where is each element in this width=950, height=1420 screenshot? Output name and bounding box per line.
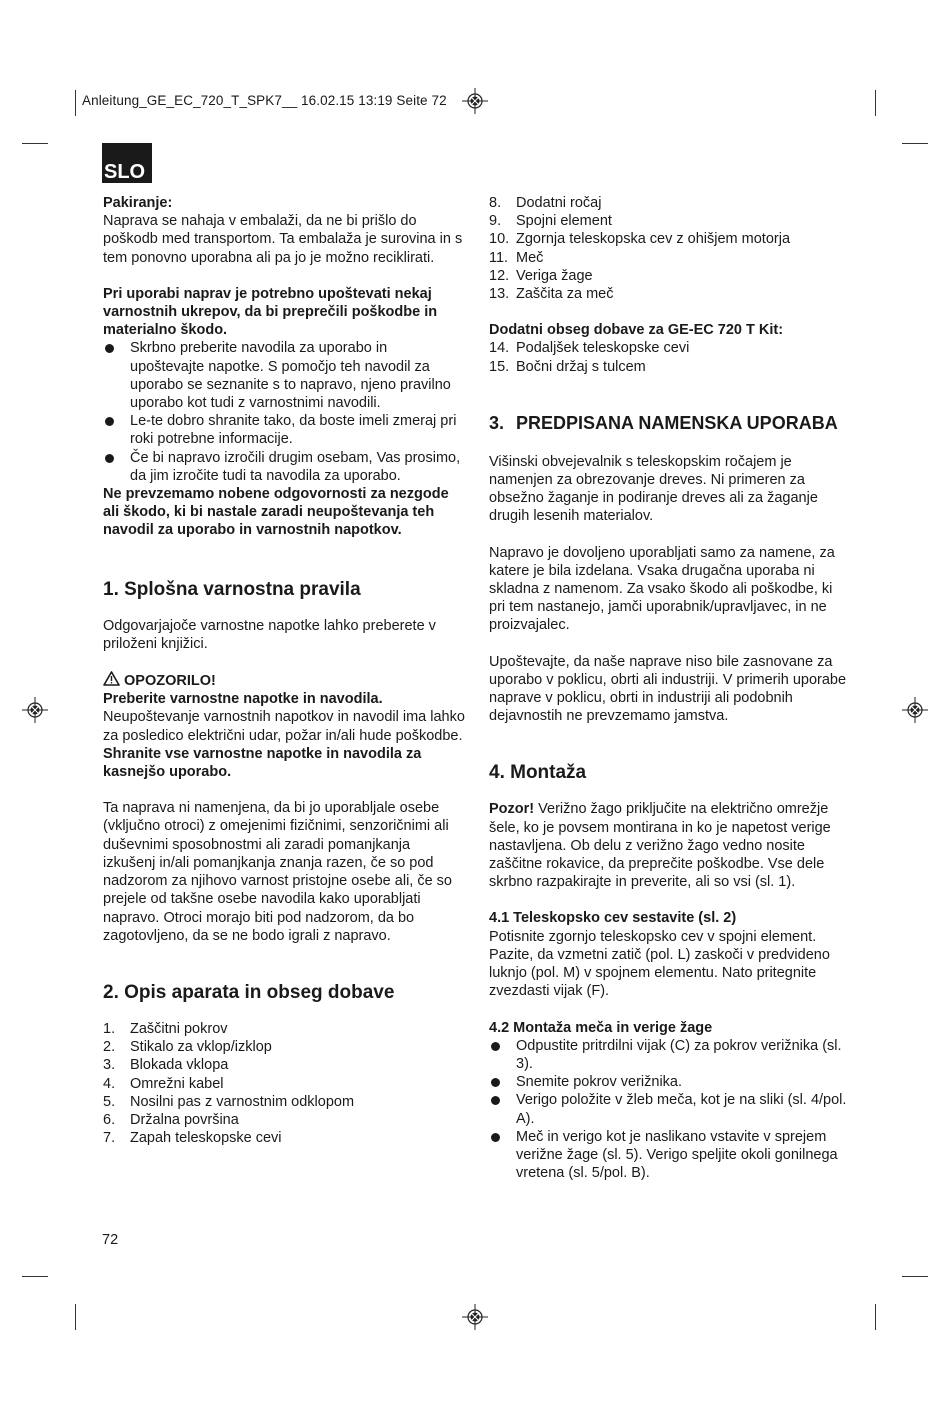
section-1-text: Odgovarjajoče varnostne napotke lahko preberete v priloženi knjižici. (103, 617, 436, 652)
registration-mark-icon (462, 88, 488, 114)
list-item: 12. Veriga žage (489, 267, 593, 284)
crop-mark (875, 1304, 876, 1330)
packaging-text: Naprava se nahaja v embalaži, da ne bi prišlo do poškodb med transportom. Ta embalaža je surovina in s tem ponovno uporabna ali pa jo je možno reciklirati. (103, 213, 463, 266)
list-item: 10. Zgornja teleskopska cev z ohišjem motorja (489, 231, 791, 248)
warning-label: OPOZORILO! (124, 673, 216, 690)
list-item: 2. Stikalo za vklop/izklop (103, 1039, 272, 1056)
registration-mark-icon (902, 697, 928, 723)
subsection-4-1-text: Potisnite zgornjo teleskopsko cev v spojni element. Pazite, da vzmetni zatič (pol. L) zaskoči v predvideno luknjo (pol. M) v spojnem elementu. Nato pritegnite zvezdasti vijak (F). (489, 928, 830, 1000)
section-3-paragraph: Upoštevajte, da naše naprave niso bile zasnovane za uporabo v poklicu, obrti ali industriji. V primerih uporabe naprave v poklicu, obrti in industriji ali podobnih dejavnostih ne prevzemamo jamstva. (489, 653, 847, 725)
list-item: 9. Spojni element (489, 213, 612, 230)
list-item: 5. Nosilni pas z varnostnim odklopom (103, 1093, 355, 1110)
section-3-paragraph: Višinski obvejevalnik s teleskopskim ročajem je namenjen za obrezovanje dreves. Ni primeren za obsežno žaganje in podiranje dreves ali za žaganje drugih lesenih materialov. (489, 453, 818, 525)
list-item: Skrbno preberite navodila za uporabo in upoštevajte napotke. S pomočjo teh navodil za uporabo se seznanite s to napravo, njeno pravilno uporabo kot tudi z varnostnimi navodili. (103, 339, 465, 412)
section-2-title: 2. Opis aparata in obseg dobave (103, 981, 395, 1003)
crop-mark (75, 1304, 76, 1330)
list-item: Če bi napravo izročili drugim osebam, Vas prosimo, da jim izročite tudi ta navodila za uporabo. (103, 449, 465, 485)
warning-heading (103, 671, 465, 690)
right-column (489, 194, 851, 1182)
registration-mark-icon (462, 1304, 488, 1330)
crop-mark (75, 90, 76, 116)
list-item: 14. Podaljšek teleskopske cevi (489, 340, 690, 357)
crop-mark (875, 90, 876, 116)
kit-title: Dodatni obseg dobave za GE-EC 720 T Kit: (489, 322, 784, 339)
packaging-title: Pakiranje: (103, 195, 173, 211)
warning-triangle-icon (103, 671, 120, 686)
list-item: Odpustite pritrdilni vijak (C) za pokrov verižnika (sl. 3). (489, 1037, 851, 1073)
list-item: 15. Bočni držaj s tulcem (489, 358, 646, 375)
list-item: 1. Zaščitni pokrov (103, 1020, 228, 1037)
section-4-title: 4. Montaža (489, 762, 587, 784)
file-info-header: Anleitung_GE_EC_720_T_SPK7__ 16.02.15 13:19 Seite 72 (82, 93, 447, 108)
warning-text: Neupoštevanje varnostnih napotkov in navodil ima lahko za posledico električni udar, požar in/ali hude poškodbe. (103, 709, 465, 744)
list-item: 13. Zaščita za meč (489, 286, 614, 303)
section-1-title: 1. Splošna varnostna pravila (103, 578, 361, 600)
list-item: Le-te dobro shranite tako, da boste imeli zmeraj pri roki potrebne informacije. (103, 412, 465, 448)
section-3-title: 3. PREDPISANA NAMENSKA UPORABA (489, 412, 838, 433)
list-item: Verigo položite v žleb meča, kot je na sliki (sl. 4/pol. A). (489, 1091, 851, 1127)
section-4-text: Pozor! Verižno žago priključite na električno omrežje šele, ko je povsem montirana in ko je napetost verige nastavljena. Ob delu z verižno žago vedno nosite zaščitne rokavice, da preprečite poškodbe. Vse dele skrbno razpakirajte in preverite, ali so vsi (sl. 1). (489, 801, 831, 891)
crop-mark (902, 1276, 928, 1277)
persons-notice: Ta naprava ni namenjena, da bi jo uporabljale osebe (vključno otroci) z omejenimi fizičnimi, senzoričnimi ali duševnimi sposobnostmi ali zaradi pomanjkanja izkušenj in/ali pomanjkanja znanja razen, če so pod nadzorom za njihovo varnost pristojne osebe ali, če so prejele od takšne osebe navodila kako uporabljati napravo. Otroci morajo biti pod nadzorom, da bo zagotovljeno, da se ne bodo igrali z napravo. (103, 800, 452, 944)
page-number: 72 (102, 1232, 119, 1248)
language-badge: SLO (102, 143, 152, 183)
registration-mark-icon (22, 697, 48, 723)
subsection-4-2-title: 4.2 Montaža meča in verige žage (489, 1019, 713, 1036)
crop-mark (22, 1276, 48, 1277)
list-item: 11. Meč (489, 249, 544, 266)
list-item: Meč in verigo kot je naslikano vstavite v sprejem verižne žage (sl. 5). Verigo speljite okoli gonilnega vretena (sl. 5/pol. B). (489, 1128, 851, 1183)
section-3-paragraph: Napravo je dovoljeno uporabljati samo za namene, za katere je bila izdelana. Vsaka drugačna uporaba ni skladna z namenom. Za vsako škodo ali poškodbe, ki pri tem nastanejo, jamči uporabnik/upravljavec, in ne proizvajalec. (489, 544, 835, 634)
warning-bold-1: Preberite varnostne napotke in navodila. (103, 691, 383, 708)
list-item: 4. Omrežni kabel (103, 1075, 224, 1092)
safety-intro: Pri uporabi naprav je potrebno upoštevati nekaj varnostnih ukrepov, da bi preprečili poškodbe in materialno škodo. (103, 285, 438, 339)
list-item: 7. Zapah teleskopske cevi (103, 1130, 282, 1147)
warning-bold-2: Shranite vse varnostne napotke in navodila za kasnejšo uporabo. (103, 745, 422, 781)
list-item: 8. Dodatni ročaj (489, 195, 602, 211)
crop-mark (902, 143, 928, 144)
crop-mark (22, 143, 48, 144)
left-column (103, 194, 465, 1147)
list-item: Snemite pokrov verižnika. (489, 1073, 851, 1091)
subsection-4-1-title: 4.1 Teleskopsko cev sestavite (sl. 2) (489, 910, 737, 927)
list-item: 3. Blokada vklopa (103, 1057, 229, 1074)
list-item: 6. Držalna površina (103, 1111, 239, 1128)
liability-notice: Ne prevzemamo nobene odgovornosti za nezgode ali škodo, ki bi nastale zaradi neupoštevanja teh navodil za uporabo in varnostnih napotkov. (103, 486, 449, 539)
